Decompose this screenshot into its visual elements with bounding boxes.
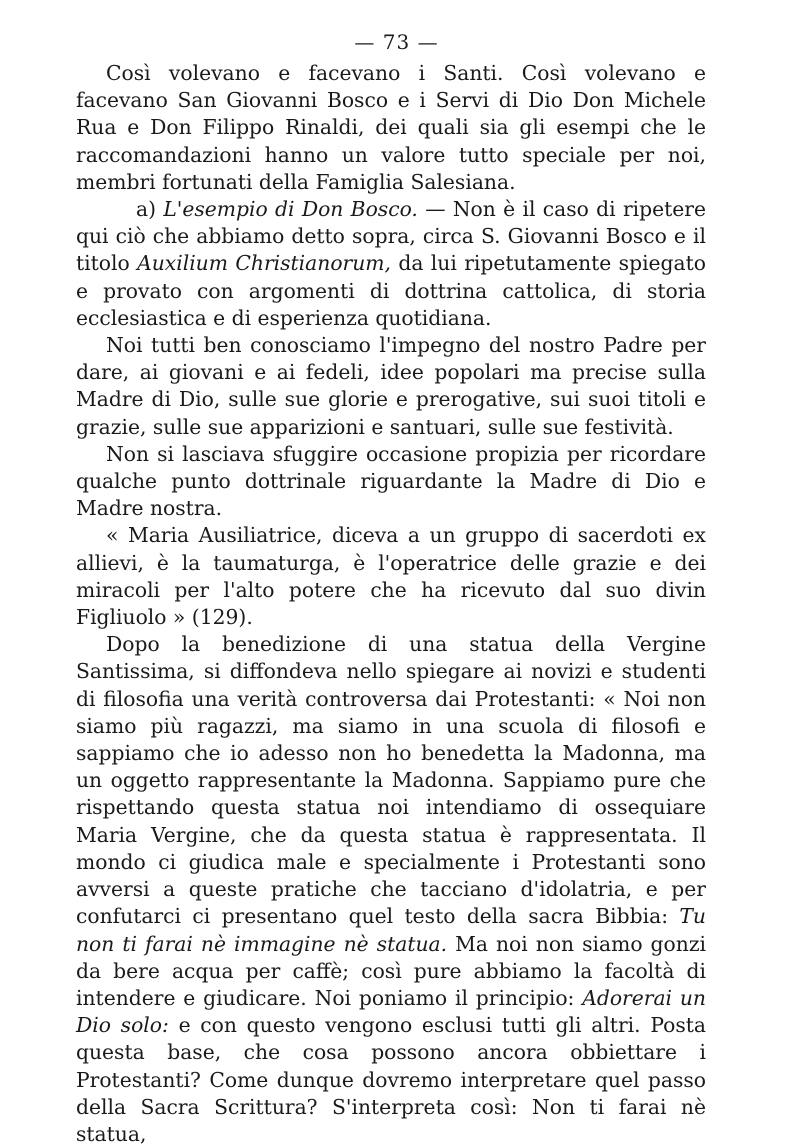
page-body xyxy=(76,60,706,1148)
benedizione-text-1: Dopo la benedizione di una statua della Vergine Santissima, si diffondeva nello spiegare ai novizi e studenti di filosofia una verità controversa dai Protestanti: « Noi non siamo più ragazzi, ma siamo in una scuola di filosofi e sappiamo che io adesso non ho benedetta la Madonna, ma un oggetto rappresentante la Madonna. Sappiamo pure che rispettando questa statua noi intendiamo di ossequiare Maria Vergine, che da questa statua è rappresentata. Il mondo ci giudica male e specialmente i Protestanti sono avversi a queste pratiche che tacciano d'idolatria, e per confutarci ci presentano quel testo della sacra Bibbia: xyxy=(76,632,706,929)
benedizione-text-3: e con questo vengono esclusi tutti gli altri. Posta questa base, che cosa possono ancora obbiettare i Protestanti? Come dunque dovremo interpretare quel passo della Sacra Scrittura? S'interpreta così: Non ti farai nè statua, xyxy=(76,1013,706,1146)
paragraph-occasione: Non si lasciava sfuggire occasione propizia per ricordare qualche punto dottrinale riguardante la Madre di Dio e Madre nostra. xyxy=(76,441,706,521)
section-text-2: da lui ripetutamente spiegato e provato con argomenti di dottrina cattolica, di storia ecclesiastica e di esperienza quotidiana. xyxy=(76,251,706,330)
intro-line-2: San Giovanni Bosco e i Servi di Dio Don Michele Rua e Don xyxy=(76,88,706,140)
page-number: — 73 — xyxy=(354,30,439,54)
benedizione-text-2: Ma noi non siamo gonzi da bere acqua per caffè; così pure abbiamo la facoltà di intendere e giudicare. Noi poniamo il principio: xyxy=(76,931,706,1010)
section-heading: L'esempio di Don Bosco. xyxy=(163,197,418,222)
paragraph-quotation: « Maria Ausiliatrice, diceva a un gruppo di sacerdoti ex allievi, è la taumaturga, è l'operatrice delle grazie e dei miracoli per l'alto potere che ha ricevuto dal suo divin Figliuolo » (129). xyxy=(76,523,706,630)
intro-line-4: hanno un valore tutto speciale per noi, membri fortunati della xyxy=(76,142,706,194)
section-label: a) xyxy=(136,197,157,222)
intro-line-5: Famiglia Salesiana. xyxy=(315,169,516,194)
intro-line-3: Filippo Rinaldi, dei quali sia gli esempi che le raccomandazioni xyxy=(76,115,706,167)
paragraph-section-a xyxy=(76,196,706,332)
bible-quote: Tu non ti farai nè immagine nè statua. xyxy=(76,904,706,956)
section-dash: — xyxy=(417,197,453,222)
section-text-1: Non è il caso di ripetere qui ciò che abbiamo detto sopra, circa S. Giovanni Bosco e il titolo xyxy=(76,197,706,276)
intro-line-1: Così volevano e facevano i Santi. Così volevano e facevano xyxy=(76,61,706,113)
paragraph-impegno: Noi tutti ben conosciamo l'impegno del nostro Padre per dare, ai giovani e ai fedeli, idee popolari ma precise sulla Madre di Dio, sulle sue glorie e prerogative, sui suoi titoli e grazie, sulle sue apparizioni e santuari, sulle sue festività. xyxy=(76,333,706,439)
latin-title: Auxilium Christianorum, xyxy=(137,251,391,276)
paragraph-intro xyxy=(76,60,706,196)
paragraph-benedizione xyxy=(76,631,706,1148)
principle-quote: Adorerai un Dio solo: xyxy=(76,985,706,1038)
